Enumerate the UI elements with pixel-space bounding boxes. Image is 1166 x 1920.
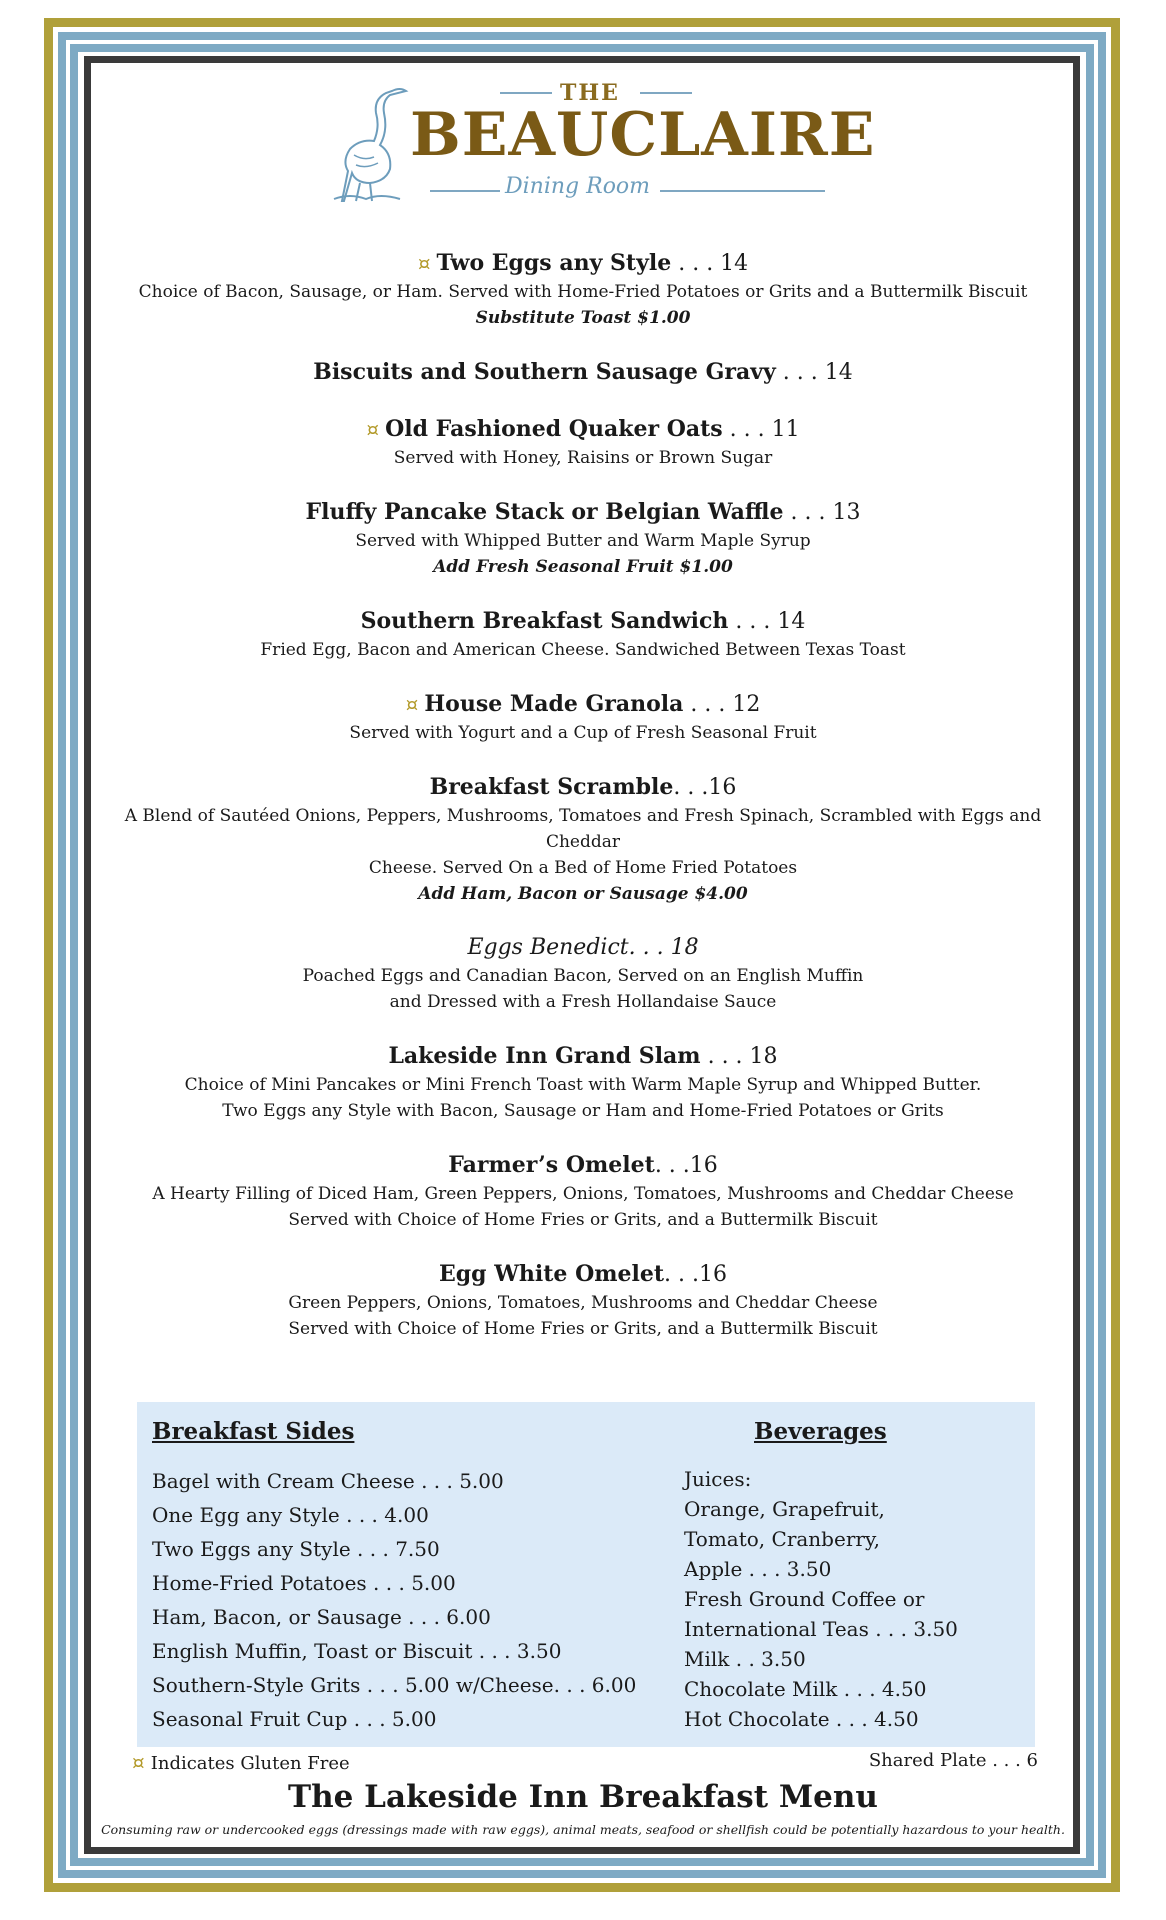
logo-the: THE	[560, 80, 620, 106]
shared-plate: Shared Plate . . . 6	[868, 1750, 1038, 1771]
menu-item-description: Choice of Bacon, Sausage, or Ham. Served with Home-Fried Potatoes or Grits and a Buttermilk Biscuit	[138, 282, 1028, 302]
menu-item-price: . . . 12	[683, 692, 761, 717]
menu-item-description: A Blend of Sautéed Onions, Peppers, Mushrooms, Tomatoes and Fresh Spinach, Scrambled with Eggs and Cheddar	[124, 806, 1042, 852]
logo-name: BEAUCLAIRE	[410, 100, 876, 170]
side-item: English Muffin, Toast or Biscuit . . . 3.50	[152, 1639, 562, 1663]
gluten-free-icon: ¤	[417, 251, 431, 275]
side-item: Home-Fried Potatoes . . . 5.00	[152, 1571, 456, 1595]
beverage-item: Milk . . 3.50	[684, 1647, 806, 1671]
menu-item	[95, 1041, 1071, 1124]
menu-item-title	[95, 357, 1071, 388]
side-item: Southern-Style Grits . . . 5.00 w/Cheese. . . 6.00	[152, 1673, 637, 1697]
menu-item-price: . . . 18	[628, 935, 699, 960]
beverages-title: Beverages	[754, 1418, 887, 1445]
beverage-item: Apple . . . 3.50	[684, 1557, 832, 1581]
menu-item-description: Fried Egg, Bacon and American Cheese. Sandwiched Between Texas Toast	[260, 640, 906, 660]
beverage-item: Juices:	[684, 1467, 752, 1491]
menu-item-title	[95, 1041, 1071, 1072]
menu-item-description: Served with Whipped Butter and Warm Maple Syrup	[355, 531, 811, 551]
menu-item-title	[95, 933, 1071, 963]
menu-item-title	[95, 772, 1071, 803]
menu-item-title	[95, 497, 1071, 528]
menu-item-description: A Hearty Filling of Diced Ham, Green Peppers, Onions, Tomatoes, Mushrooms and Cheddar Cheese	[152, 1184, 1014, 1204]
menu-item-title	[95, 1259, 1071, 1290]
beauclaire-logo	[330, 78, 876, 208]
menu-item-description: Two Eggs any Style with Bacon, Sausage or Ham and Home-Fried Potatoes or Grits	[222, 1101, 944, 1121]
side-item: Two Eggs any Style . . . 7.50	[152, 1537, 440, 1561]
sides-beverages-box	[137, 1402, 1035, 1747]
gluten-free-legend	[132, 1750, 350, 1774]
beverage-item: Hot Chocolate . . . 4.50	[684, 1707, 919, 1731]
beverage-item: Orange, Grapefruit,	[684, 1497, 885, 1521]
menu-item	[95, 1150, 1071, 1233]
beverage-item: International Teas . . . 3.50	[684, 1617, 958, 1641]
gluten-free-icon: ¤	[405, 692, 419, 716]
menu-item-price: . . .16	[654, 1153, 718, 1178]
menu-item-name: Biscuits and Southern Sausage Gravy	[313, 359, 776, 385]
menu-item-name: Fluffy Pancake Stack or Belgian Waffle	[305, 499, 784, 525]
menu-item-description: Green Peppers, Onions, Tomatoes, Mushrooms and Cheddar Cheese	[288, 1293, 878, 1313]
menu-item-price: . . . 14	[775, 360, 853, 385]
menu-item-name: Southern Breakfast Sandwich	[360, 608, 729, 634]
menu-item-description: Poached Eggs and Canadian Bacon, Served on an English Muffin	[302, 966, 864, 986]
menu-item-title	[95, 248, 1071, 279]
gluten-free-icon: ¤	[366, 417, 380, 441]
menu-item	[95, 248, 1071, 331]
menu-item	[95, 933, 1071, 1015]
menu-item-name: Two Eggs any Style	[436, 250, 672, 276]
menu-item	[95, 497, 1071, 580]
menu-item	[95, 689, 1071, 746]
gluten-free-icon: ¤	[132, 1750, 145, 1774]
menu-items	[95, 248, 1071, 1368]
menu-item-name: Farmer’s Omelet	[448, 1152, 655, 1178]
menu-item-description: Choice of Mini Pancakes or Mini French Toast with Warm Maple Syrup and Whipped Butter.	[184, 1075, 982, 1095]
breakfast-sides	[152, 1414, 636, 1736]
logo-dining-room: Dining Room	[505, 174, 651, 199]
health-disclaimer: Consuming raw or undercooked eggs (dressings made with raw eggs), animal meats, seafood or shellfish could be potentially hazardous to your health.	[101, 1822, 1065, 1837]
menu-item-name: Egg White Omelet	[439, 1261, 665, 1287]
menu-item-description: Cheese. Served On a Bed of Home Fried Potatoes	[368, 858, 798, 878]
gluten-free-legend-text: Indicates Gluten Free	[150, 1753, 350, 1774]
menu-item-note: Add Ham, Bacon or Sausage $4.00	[418, 884, 748, 904]
menu-item-name: Lakeside Inn Grand Slam	[388, 1043, 701, 1069]
menu-item-title	[95, 606, 1071, 637]
menu-item-description: and Dressed with a Fresh Hollandaise Sauce	[389, 992, 777, 1012]
beverage-item: Tomato, Cranberry,	[684, 1527, 880, 1551]
menu-item	[95, 772, 1071, 907]
sides-title: Breakfast Sides	[152, 1418, 355, 1445]
side-item: Seasonal Fruit Cup . . . 5.00	[152, 1707, 437, 1731]
beverages	[684, 1414, 958, 1734]
menu-item-title	[95, 414, 1071, 445]
menu-item-name: Breakfast Scramble	[429, 774, 674, 800]
menu-item-price: . . .16	[664, 1262, 727, 1287]
side-item: Ham, Bacon, or Sausage . . . 6.00	[152, 1605, 491, 1629]
menu-item-name: Old Fashioned Quaker Oats	[385, 416, 723, 442]
menu-item-description: Served with Honey, Raisins or Brown Sugar	[393, 448, 773, 468]
menu-item-description: Served with Choice of Home Fries or Grits, and a Buttermilk Biscuit	[288, 1210, 878, 1230]
menu-item-description: Served with Choice of Home Fries or Grits, and a Buttermilk Biscuit	[288, 1319, 878, 1339]
beverage-item: Fresh Ground Coffee or	[684, 1587, 925, 1611]
menu-item-name: Eggs Benedict	[467, 935, 629, 960]
menu-item-price: . . .16	[673, 775, 737, 800]
menu-item-price: . . . 13	[783, 500, 861, 525]
menu-item-note: Substitute Toast $1.00	[475, 308, 691, 328]
menu-item-description: Served with Yogurt and a Cup of Fresh Seasonal Fruit	[349, 723, 817, 743]
menu-item	[95, 414, 1071, 471]
menu-item-title	[95, 689, 1071, 720]
menu-item	[95, 606, 1071, 663]
menu-item-note: Add Fresh Seasonal Fruit $1.00	[433, 557, 733, 577]
menu-item	[95, 1259, 1071, 1342]
menu-item-price: . . . 14	[671, 251, 749, 276]
menu-item-price: . . . 11	[722, 417, 800, 442]
menu-item	[95, 357, 1071, 388]
menu-item-price: . . . 14	[728, 609, 806, 634]
side-item: Bagel with Cream Cheese . . . 5.00	[152, 1469, 504, 1493]
side-item: One Egg any Style . . . 4.00	[152, 1503, 429, 1527]
menu-item-title	[95, 1150, 1071, 1181]
menu-item-name: House Made Granola	[424, 691, 684, 717]
heron-icon	[330, 83, 410, 203]
beverage-item: Chocolate Milk . . . 4.50	[684, 1677, 927, 1701]
menu-item-price: . . . 18	[700, 1044, 778, 1069]
menu-title: The Lakeside Inn Breakfast Menu	[288, 1779, 878, 1815]
